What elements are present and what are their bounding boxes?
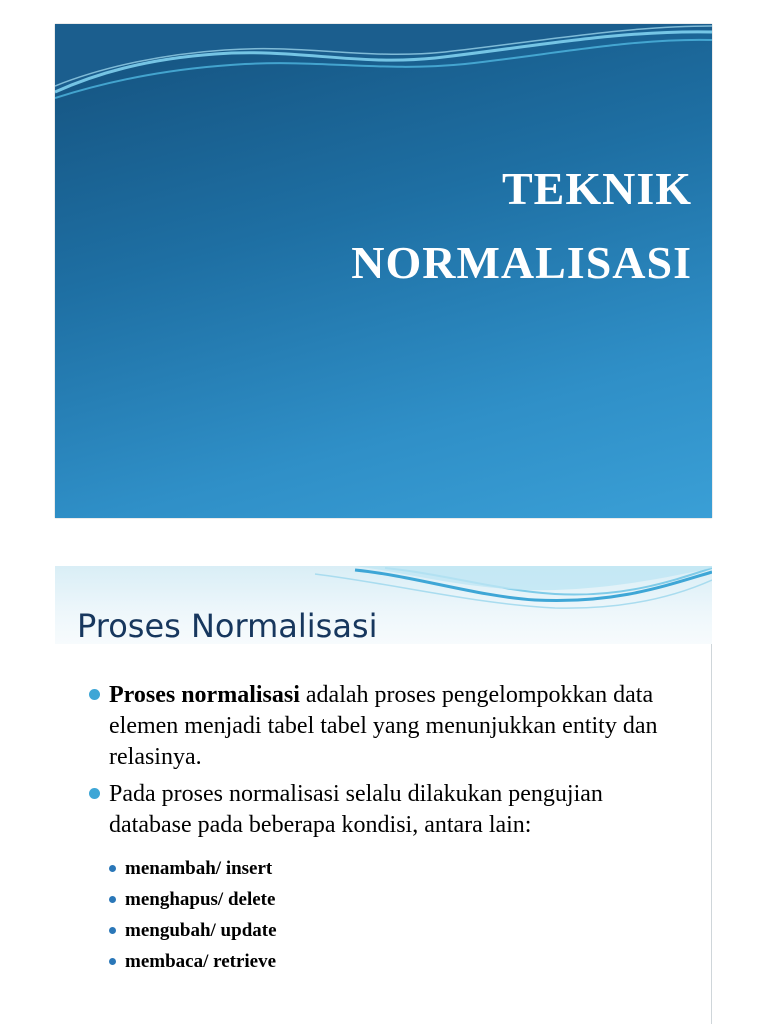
sub-list-item bbox=[109, 946, 689, 977]
wave-decoration bbox=[55, 24, 712, 114]
sub-bullet-text: menambah/ insert bbox=[125, 858, 273, 879]
bullet-icon bbox=[89, 689, 100, 700]
sub-bullet-text: mengubah/ update bbox=[125, 920, 277, 941]
sub-bullet-icon bbox=[109, 865, 116, 872]
sub-bullet-icon bbox=[109, 958, 116, 965]
sub-list-item bbox=[109, 915, 689, 946]
bullet-text: Pada proses normalisasi selalu dilakukan pengujian database pada beberapa kondisi, antara lain: bbox=[109, 781, 603, 838]
bullet-text: adalah proses pengelompokkan data elemen menjadi tabel tabel yang menunjukkan entity dan relasinya. bbox=[109, 682, 658, 770]
slide-title: Proses Normalisasi bbox=[77, 607, 378, 645]
content-slide bbox=[55, 566, 712, 1024]
title-line-2: NORMALISASI bbox=[351, 237, 692, 288]
sub-bullet-list bbox=[109, 853, 689, 977]
sub-list-item bbox=[109, 884, 689, 915]
sub-bullet-text: membaca/ retrieve bbox=[125, 951, 277, 972]
bullet-icon bbox=[89, 788, 100, 799]
bullet-bold-text: Proses normalisasi bbox=[109, 682, 300, 708]
main-title bbox=[351, 152, 692, 300]
slide-border bbox=[711, 644, 712, 1024]
sub-list-item bbox=[109, 853, 689, 884]
bullet-list bbox=[89, 680, 689, 983]
list-item bbox=[89, 779, 689, 977]
list-item bbox=[89, 680, 689, 773]
title-line-1: TEKNIK bbox=[501, 163, 692, 214]
title-slide bbox=[55, 24, 712, 518]
sub-bullet-icon bbox=[109, 927, 116, 934]
sub-bullet-text: menghapus/ delete bbox=[125, 889, 276, 910]
sub-bullet-icon bbox=[109, 896, 116, 903]
